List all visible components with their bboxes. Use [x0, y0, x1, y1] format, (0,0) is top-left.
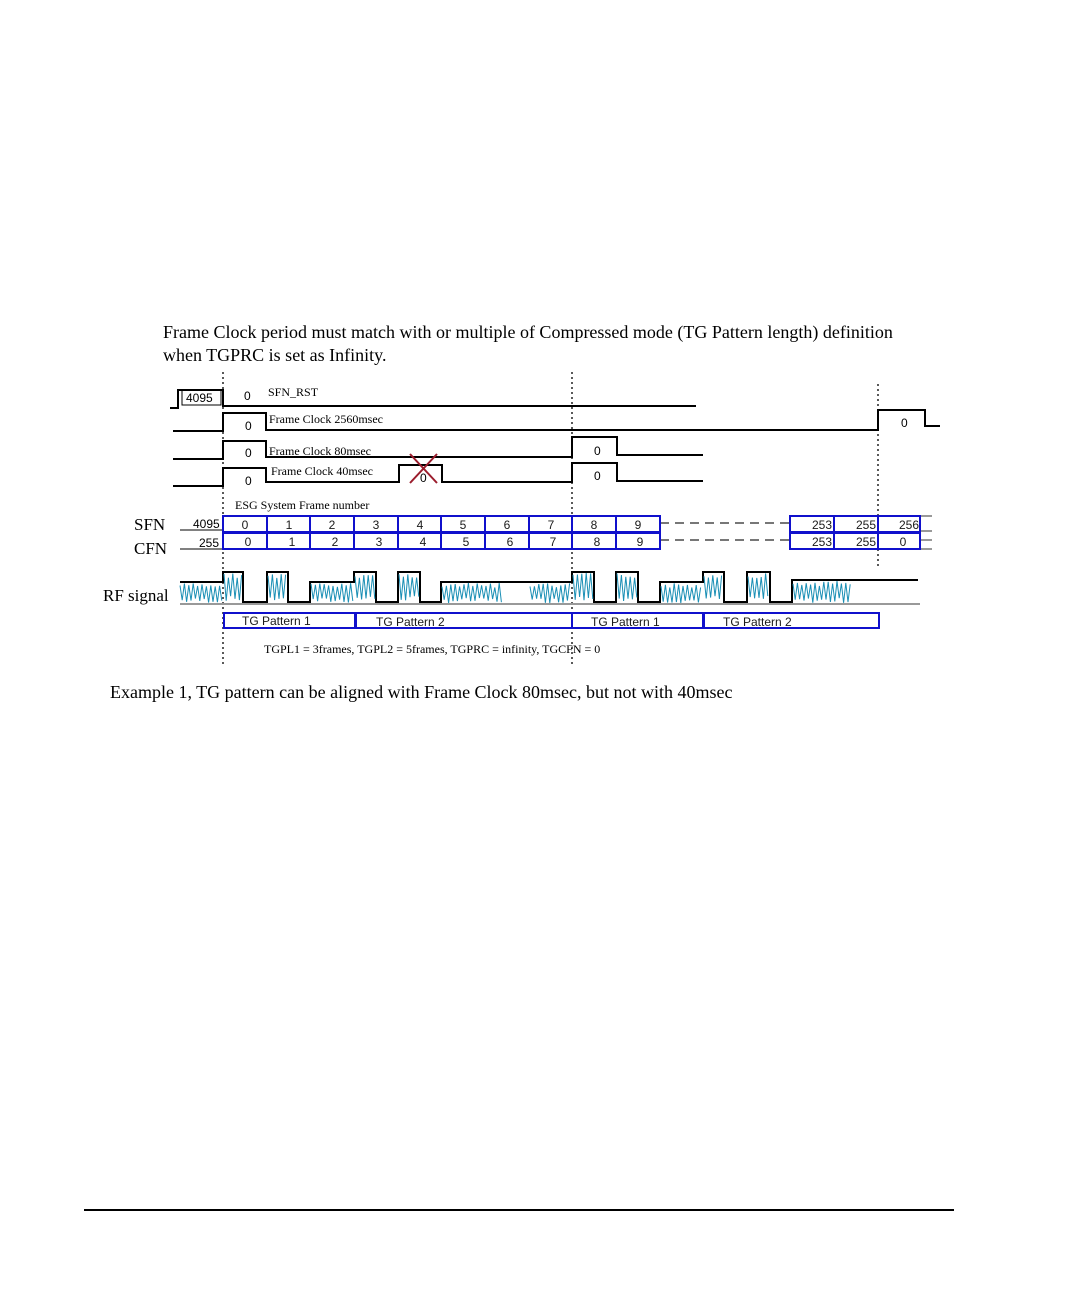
cfn-cell: [310, 533, 354, 549]
cfn-cell: [354, 533, 398, 549]
heading-line-1: Frame Clock period must match with or multiple of Compressed mode (TG Pattern length) definition: [163, 322, 893, 342]
sfn-cell: [267, 516, 310, 532]
rf-noise-burst: [530, 583, 570, 603]
tg-pattern-label: TG Pattern 2: [376, 615, 445, 629]
sfn-cell: [310, 516, 354, 532]
rf-noise-burst: [661, 583, 701, 603]
rf-noise-burst: [748, 573, 768, 598]
clock-40-rejected-value: 0: [420, 471, 427, 485]
cfn-cells: [223, 533, 920, 549]
cfn-cell-value: 5: [462, 535, 470, 549]
cfn-cell-value: 4: [419, 535, 427, 549]
rf-noise-burst: [442, 583, 501, 603]
sfn-cell: [878, 516, 920, 532]
tg-pattern: [356, 613, 572, 629]
cfn-cell: [572, 533, 616, 549]
tg-pattern-label: TG Pattern 1: [591, 615, 660, 629]
rf-noise-burst: [793, 581, 850, 603]
rf-noise-burst: [268, 574, 286, 600]
cfn-cell: [441, 533, 485, 549]
tg-patterns: [224, 613, 879, 629]
rf-noise-layer: [180, 573, 850, 603]
rf-noise-burst: [573, 573, 593, 600]
sfn-cell: [441, 516, 485, 532]
sfn-cells: [223, 516, 920, 532]
cfn-cell: [485, 533, 529, 549]
rf-noise-burst: [311, 583, 353, 602]
rf-noise-burst: [704, 575, 722, 599]
sfn-cell-value: 2: [328, 518, 336, 532]
cfn-cell-value: 0: [244, 535, 252, 549]
sfn-cell-value: 6: [503, 518, 511, 532]
rf-noise-burst: [180, 583, 222, 602]
cfn-cell-value: 6: [506, 535, 514, 549]
sfn-cell-value: 253: [811, 518, 833, 532]
cfn-cell-value: 9: [636, 535, 644, 549]
sfn-prev-value: 4095: [193, 517, 220, 531]
clock-40-value: 0: [245, 474, 252, 488]
tg-pattern-label: TG Pattern 1: [242, 614, 311, 628]
tg-pattern: [572, 613, 703, 629]
cfn-cell-value: 2: [331, 535, 339, 549]
sfn-cell: [616, 516, 660, 532]
clock-80-value: 0: [245, 446, 252, 460]
cfn-cell-value: 1: [288, 535, 296, 549]
sfn-cell: [354, 516, 398, 532]
cfn-cell: [790, 533, 834, 549]
cfn-cell: [616, 533, 660, 549]
figure-caption: Example 1, TG pattern can be aligned with Frame Clock 80msec, but not with 40msec: [110, 682, 733, 702]
tg-parameters: TGPL1 = 3frames, TGPL2 = 5frames, TGPRC = infinity, TGCFN = 0: [264, 642, 601, 656]
cfn-cell: [878, 533, 920, 549]
cfn-cell-value: 3: [375, 535, 383, 549]
heading-line-2: when TGPRC is set as Infinity.: [163, 345, 387, 365]
sfn-cell: [398, 516, 441, 532]
cfn-row-label: CFN: [134, 539, 168, 558]
sfn-rst-start-value: 4095: [186, 391, 213, 405]
clock-2560-label: Frame Clock 2560msec: [269, 412, 383, 426]
cfn-cell: [529, 533, 572, 549]
cfn-prev-value: 255: [199, 536, 220, 550]
clock-2560-value: 0: [245, 419, 252, 433]
cfn-cell: [834, 533, 878, 549]
cfn-cell: [267, 533, 310, 549]
clock-2560-end-value: 0: [901, 416, 908, 430]
cfn-cell-value: 7: [549, 535, 557, 549]
clock-80-label: Frame Clock 80msec: [269, 444, 371, 458]
sfn-cell-value: 0: [241, 518, 249, 532]
sfn-row-label: SFN: [134, 515, 166, 534]
sfn-cell-value: 9: [634, 518, 642, 532]
frame-clock-40-signal: [173, 454, 703, 488]
clock-40-label: Frame Clock 40msec: [271, 464, 373, 478]
sfn-rst-signal: [170, 385, 696, 408]
rf-noise-burst: [355, 575, 375, 599]
rf-signal-label: RF signal: [103, 586, 169, 605]
esg-frame-number-label: ESG System Frame number: [235, 498, 370, 512]
sfn-cell: [485, 516, 529, 532]
sfn-rst-label: SFN_RST: [268, 385, 319, 399]
tg-pattern: [224, 613, 355, 628]
clock-40-repeat-value: 0: [594, 469, 601, 483]
cfn-cell-value: 255: [855, 535, 877, 549]
sfn-cell-value: 3: [372, 518, 380, 532]
cfn-cell-value: 0: [899, 535, 907, 549]
sfn-cell: [529, 516, 572, 532]
cfn-cell: [223, 533, 267, 549]
frame-clock-2560-signal: [173, 410, 940, 433]
cfn-cell-value: 8: [593, 535, 601, 549]
tg-pattern-label: TG Pattern 2: [723, 615, 792, 629]
sfn-cell: [834, 516, 878, 532]
sfn-cell: [572, 516, 616, 532]
sfn-cell: [223, 516, 267, 532]
rf-noise-burst: [617, 574, 637, 602]
rf-noise-burst: [399, 574, 419, 600]
cfn-cell-value: 253: [811, 535, 833, 549]
clock-80-repeat-value: 0: [594, 444, 601, 458]
cfn-cell: [398, 533, 441, 549]
rf-noise-burst: [224, 574, 242, 601]
sfn-cell-value: 1: [285, 518, 293, 532]
sfn-cell-value: 7: [547, 518, 555, 532]
sfn-cell-value: 255: [855, 518, 877, 532]
sfn-cell-value: 5: [459, 518, 467, 532]
sfn-cell: [790, 516, 834, 532]
frame-clock-80-signal: [173, 437, 703, 460]
tg-pattern: [704, 613, 879, 629]
sfn-cell-value: 256: [898, 518, 920, 532]
sfn-cell-value: 4: [416, 518, 424, 532]
rf-signal: [180, 572, 920, 604]
sfn-cell-value: 8: [590, 518, 598, 532]
sfn-rst-reset-value: 0: [244, 389, 251, 403]
